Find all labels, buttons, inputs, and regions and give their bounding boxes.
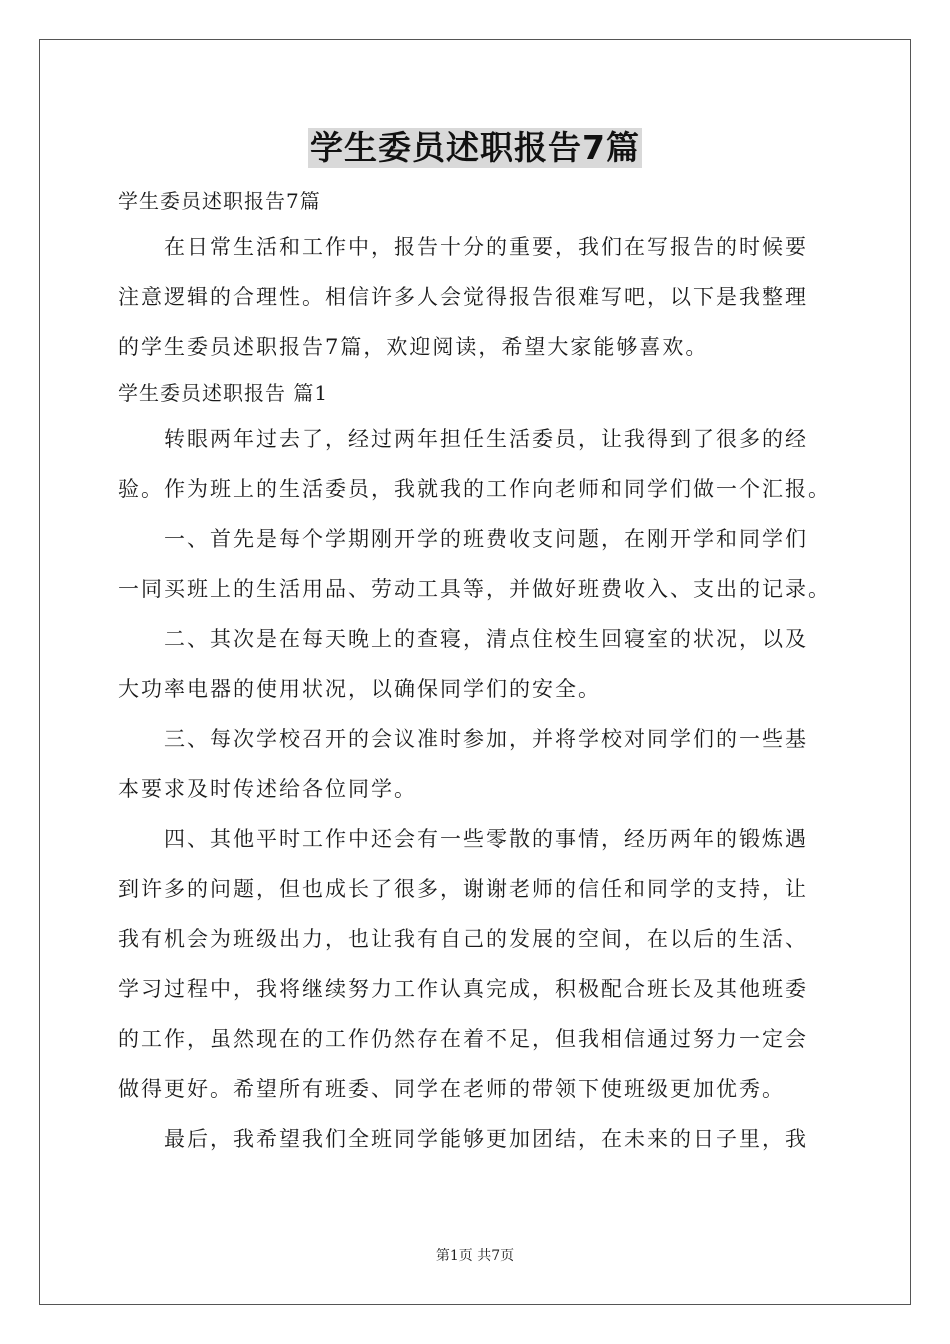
paragraph-line: 的工作，虽然现在的工作仍然存在着不足，但我相信通过努力一定会 — [118, 1027, 808, 1051]
paragraph-line: 大功率电器的使用状况，以确保同学们的安全。 — [118, 677, 601, 701]
title-container — [0, 128, 950, 168]
section-heading: 学生委员述职报告 篇1 — [118, 381, 329, 405]
page-footer: 第1页 共7页 — [435, 1248, 515, 1264]
paragraph-line: 本要求及时传述给各位同学。 — [118, 777, 417, 801]
paragraph-line: 四、其他平时工作中还会有一些零散的事情，经历两年的锻炼遇 — [164, 827, 808, 851]
paragraph-line: 学习过程中，我将继续努力工作认真完成，积极配合班长及其他班委 — [118, 977, 808, 1001]
intro-line-2: 注意逻辑的合理性。相信许多人会觉得报告很难写吧，以下是我整理 — [118, 285, 808, 309]
document-subtitle: 学生委员述职报告7篇 — [118, 189, 321, 213]
paragraph-line: 最后，我希望我们全班同学能够更加团结，在未来的日子里，我 — [164, 1127, 808, 1151]
paragraph-line: 到许多的问题，但也成长了很多，谢谢老师的信任和同学的支持，让 — [118, 877, 808, 901]
paragraph-line: 三、每次学校召开的会议准时参加，并将学校对同学们的一些基 — [164, 727, 808, 751]
document-body — [118, 180, 840, 1164]
intro-line-3: 的学生委员述职报告7篇，欢迎阅读，希望大家能够喜欢。 — [118, 335, 709, 359]
paragraph-line: 验。作为班上的生活委员，我就我的工作向老师和同学们做一个汇报。 — [118, 477, 831, 501]
paragraph-line: 一同买班上的生活用品、劳动工具等，并做好班费收入、支出的记录。 — [118, 577, 831, 601]
paragraph-line: 转眼两年过去了，经过两年担任生活委员，让我得到了很多的经 — [164, 427, 808, 451]
paragraph-line: 二、其次是在每天晚上的查寝，清点住校生回寝室的状况，以及 — [164, 627, 808, 651]
paragraph-line: 我有机会为班级出力，也让我有自己的发展的空间，在以后的生活、 — [118, 927, 808, 951]
paragraph-line: 做得更好。希望所有班委、同学在老师的带领下使班级更加优秀。 — [118, 1077, 785, 1101]
intro-line-1: 在日常生活和工作中，报告十分的重要，我们在写报告的时候要 — [164, 235, 808, 259]
document-title: 学生委员述职报告7篇 — [310, 128, 640, 167]
paragraph-line: 一、首先是每个学期刚开学的班费收支问题，在刚开学和同学们 — [164, 527, 808, 551]
